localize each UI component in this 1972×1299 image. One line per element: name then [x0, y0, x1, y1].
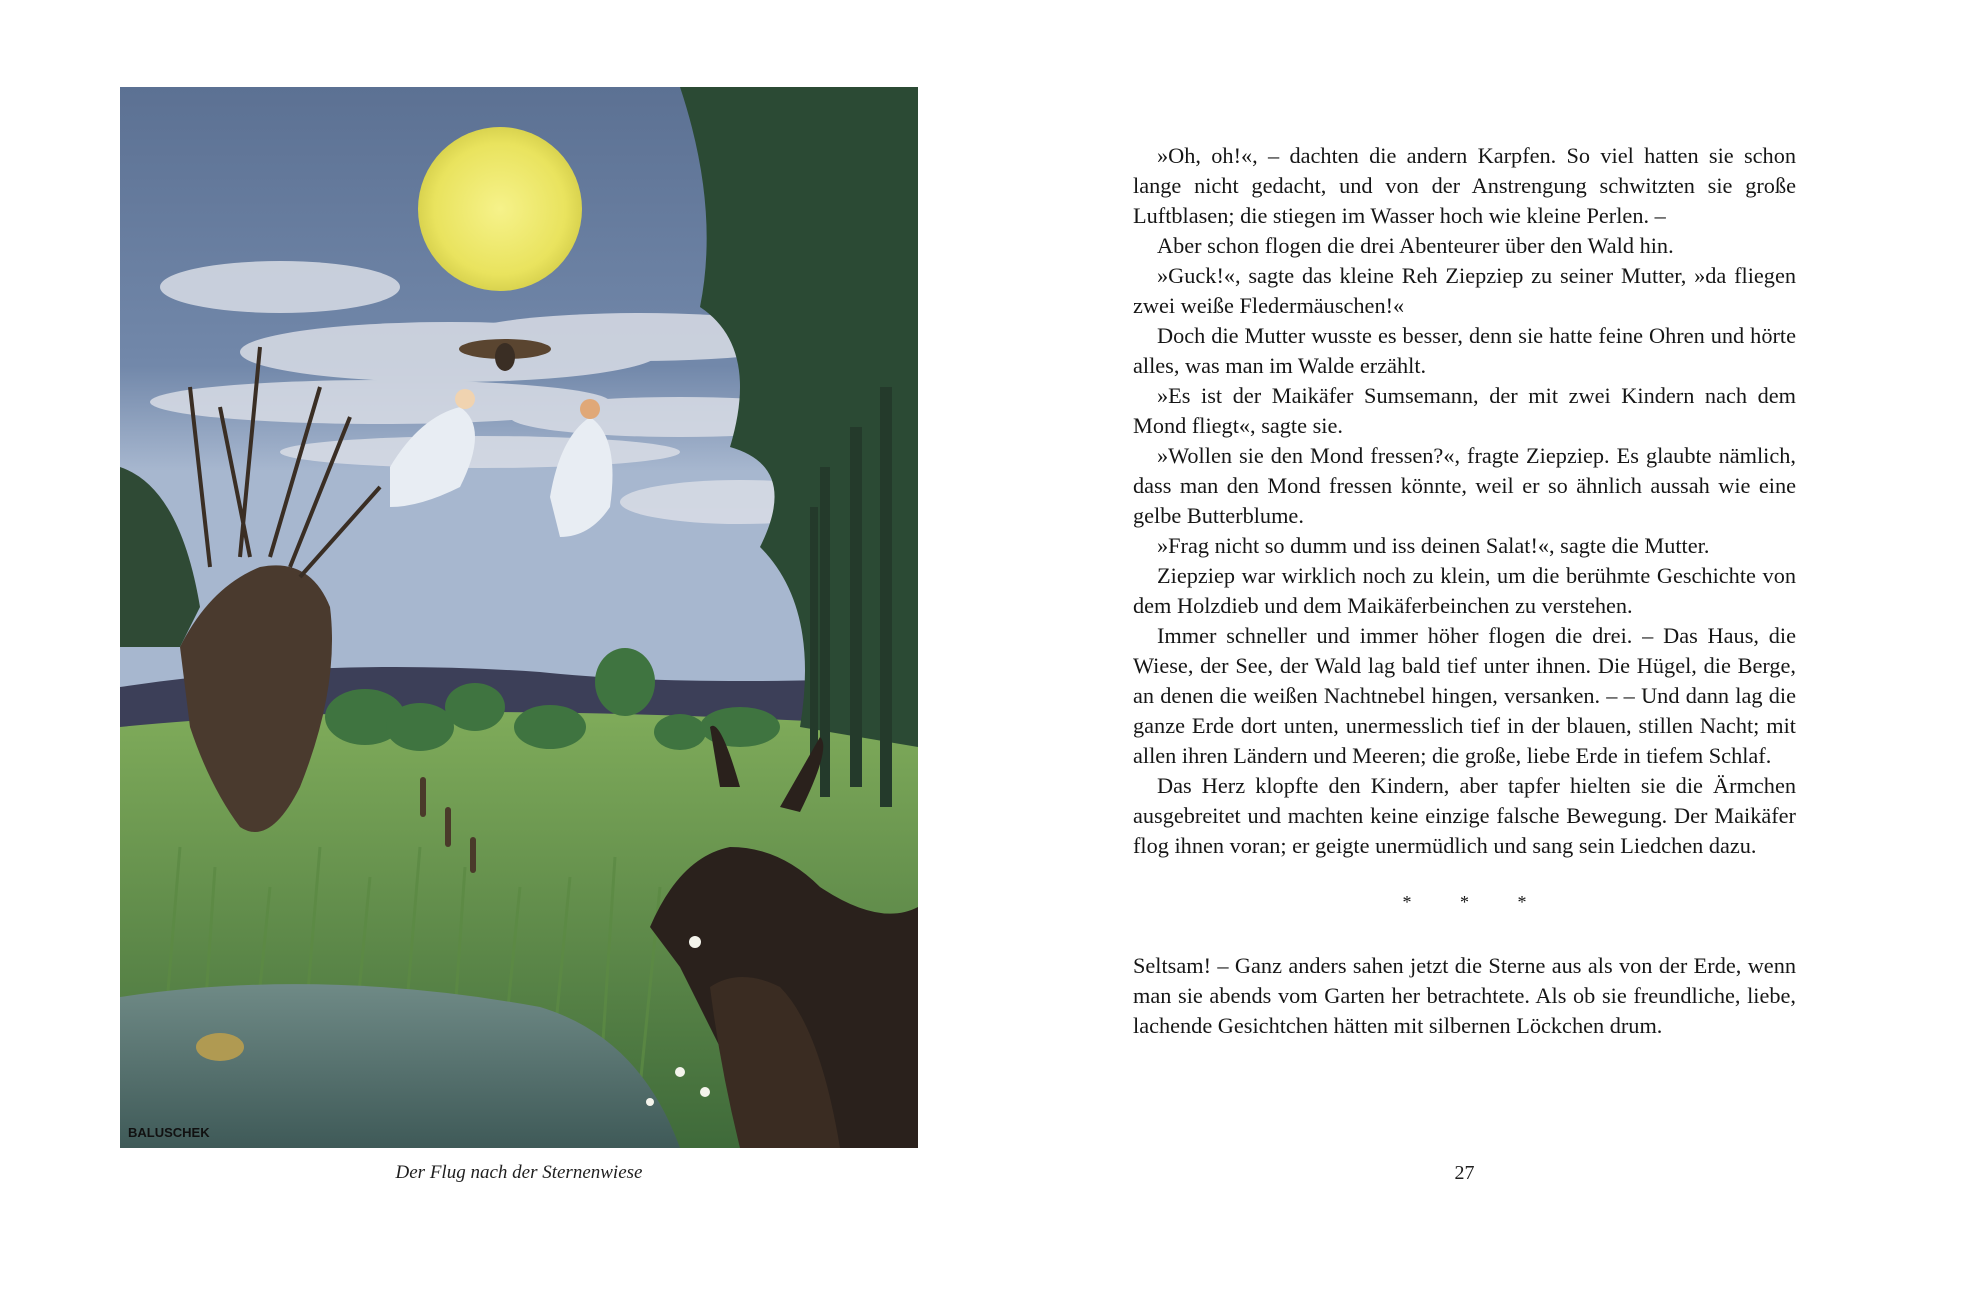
- paragraph: Das Herz klopfte den Kindern, aber tapfer hielten sie die Ärmchen ausgebreitet und machten keine einzige falsche Bewegung. Der Maikäfer flog ihnen voran; er geigte unermüdlich und sang sein Liedchen dazu.: [1133, 773, 1796, 858]
- page-number: 27: [1454, 1162, 1475, 1184]
- paragraph: »Es ist der Maikäfer Sumsemann, der mit zwei Kindern nach dem Mond fliegt«, sagte sie.: [1133, 383, 1796, 438]
- moonlit-meadow-illustration: [120, 87, 918, 1148]
- paragraph: Aber schon flogen die drei Abenteurer über den Wald hin.: [1157, 233, 1674, 258]
- section-break: * * *: [1402, 892, 1549, 912]
- paragraph: »Wollen sie den Mond fressen?«, fragte Ziepziep. Es glaubte nämlich, dass man den Mond fressen könnte, weil er so ähnlich aussah wie eine gelbe Butterblume.: [1133, 443, 1796, 528]
- paragraph: »Guck!«, sagte das kleine Reh Ziepziep zu seiner Mutter, »da fliegen zwei weiße Fledermäuschen!«: [1133, 263, 1796, 318]
- paragraph: Ziepziep war wirklich noch zu klein, um die berühmte Geschichte von dem Holzdieb und dem Maikäferbeinchen zu verstehen.: [1133, 563, 1796, 618]
- paragraph: »Oh, oh!«, – dachten die andern Karpfen. So viel hatten sie schon lange nicht gedacht, und von der Anstrengung schwitzten sie große Luftblasen; die stiegen im Wasser hoch wie kleine Perlen. –: [1133, 143, 1796, 228]
- story-text: [1133, 141, 1796, 1041]
- paragraph: Doch die Mutter wusste es besser, denn sie hatte feine Ohren und hörte alles, was man im Walde erzählt.: [1133, 323, 1796, 378]
- artist-signature: BALUSCHEK: [128, 1125, 210, 1140]
- illustration-caption: Der Flug nach der Sternenwiese: [395, 1162, 643, 1183]
- moon: [418, 127, 582, 291]
- paragraph: Seltsam! – Ganz anders sahen jetzt die Sterne aus als von der Erde, wenn man sie abends vom Garten her betrachtete. Als ob sie freundliche, liebe, lachende Gesichtchen hätten mit silbernen Löckchen drum.: [1133, 953, 1796, 1038]
- paragraph: »Frag nicht so dumm und iss deinen Salat!«, sagte die Mutter.: [1157, 533, 1710, 558]
- illustration-plate: [120, 87, 918, 1148]
- paragraphs-before-break: [1133, 141, 1796, 861]
- paragraphs-after-break: [1133, 951, 1796, 1041]
- paragraph: Immer schneller und immer höher flogen die drei. – Das Haus, die Wiese, der See, der Wald lag bald tief unter ihnen. Die Hügel, die Berge, an denen die weißen Nachtnebel hingen, versanken. – – Und dann lag die ganze Erde dort unten, unermesslich tief in der blauen, stillen Nacht; mit allen ihren Ländern und Meeren; die große, liebe Erde in tiefem Schlaf.: [1133, 623, 1796, 768]
- fish: [196, 1033, 244, 1061]
